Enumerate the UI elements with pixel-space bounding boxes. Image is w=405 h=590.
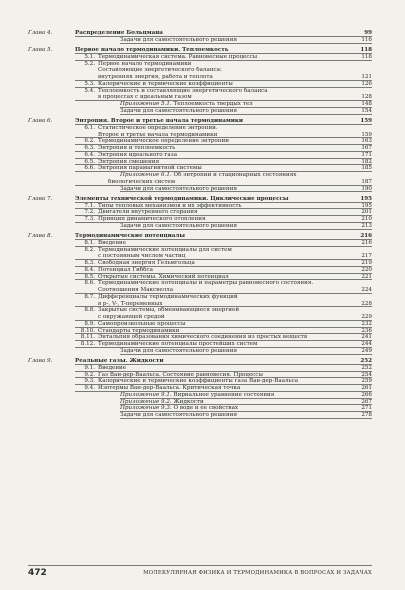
section-page: 229: [361, 314, 372, 320]
toc-entry: [28, 247, 372, 254]
section-title-text: Энтальпия образования химического соединения из простых веществ: [98, 334, 308, 341]
section-title: [120, 172, 350, 179]
chapter-page: 118: [360, 47, 372, 53]
section-page: 118: [361, 53, 372, 60]
section-number: 8.5.: [84, 273, 95, 280]
section-title-text: Статистическое определение энтропии.: [98, 124, 218, 131]
chapter-label: Глава 7.: [28, 195, 53, 202]
section-number: 8.8.: [84, 307, 95, 314]
section-title-text: Свободная энергия Гельмгольца: [98, 260, 195, 266]
section-number: 6.3.: [84, 145, 95, 151]
section-title-text: Самопроизвольные процессы: [98, 320, 186, 327]
entry-rule: [120, 418, 372, 419]
section-page: 213: [361, 222, 372, 229]
section-title: [98, 307, 350, 314]
toc-chapter: [28, 233, 372, 355]
toc-entry: [28, 152, 372, 159]
section-number: 9.2.: [84, 371, 95, 378]
section-title-text: Двигатели внутреннего сгорания: [98, 209, 198, 216]
section-title-text: Задачи для самостоятельного решения: [120, 222, 237, 229]
chapter-heading: [28, 358, 372, 365]
section-page: 163: [361, 138, 372, 145]
toc-chapter: [28, 47, 372, 115]
section-number: 6.1.: [84, 124, 95, 131]
section-title-text: Газ Ван-дер-Ваальса. Состояние равновесия. Процессы: [98, 371, 263, 378]
section-title-text: Стандарты термодинамики: [98, 327, 180, 334]
section-title: [98, 67, 350, 74]
section-number: 7.1.: [84, 202, 95, 209]
section-number: 8.1.: [84, 239, 95, 246]
chapter-heading: [28, 118, 372, 125]
section-number: 7.3.: [84, 216, 95, 222]
toc-chapter: [28, 118, 372, 192]
toc-entry: [28, 108, 372, 115]
chapter-label: Глава 5.: [28, 47, 53, 53]
section-page: 228: [361, 300, 372, 307]
toc-entry: [28, 165, 372, 172]
chapter-page: 159: [360, 118, 372, 124]
section-title-text: Принцип динамического отопления: [98, 216, 206, 222]
toc-entry: [28, 378, 372, 385]
section-number: 8.12.: [80, 341, 95, 347]
section-page: 219: [361, 260, 372, 266]
section-number: 9.1.: [84, 364, 95, 371]
chapter-title: Энтропия. Второе и третье начала термодинамики: [75, 118, 244, 124]
section-title-text: Соотношения Максвелла: [98, 287, 174, 293]
toc-entry: [28, 138, 372, 145]
section-page: 267: [361, 398, 372, 405]
section-number: 7.2.: [84, 209, 95, 216]
chapter-heading: [28, 47, 372, 54]
chapter-label: Глава 8.: [28, 233, 53, 239]
toc-entry: [28, 209, 372, 216]
toc-entry: [28, 314, 372, 321]
chapter-page: 195: [360, 195, 372, 202]
chapter-label: Глава 9.: [28, 358, 53, 364]
section-title-text: Энтропия идеального газа: [98, 151, 178, 158]
section-title-text: Термодинамические потенциалы и параметры равновесного состояния.: [98, 280, 314, 287]
section-page: 185: [361, 165, 372, 172]
section-title-text: Калорические и термические коэффициенты: [98, 80, 233, 87]
chapter-title: Термодинамические потенциалы: [75, 233, 185, 239]
section-page: 278: [361, 412, 372, 418]
section-page: 182: [361, 158, 372, 165]
section-title-text: Задачи для самостоятельного решения: [120, 107, 237, 114]
toc-entry: [28, 88, 372, 95]
section-number: 6.6.: [84, 165, 95, 172]
toc-entry: [28, 179, 372, 186]
section-title-text: в процессах с идеальным газом: [98, 94, 192, 101]
section-page: 154: [361, 107, 372, 114]
section-title-text: Составляющие энергетического баланса:: [98, 67, 222, 74]
section-number: 8.2.: [84, 246, 95, 253]
toc-entry: [28, 203, 372, 210]
section-page: 126: [361, 80, 372, 87]
section-title-text: Задачи для самостоятельного решения: [120, 185, 237, 192]
section-page: 241: [361, 334, 372, 341]
toc-entry: [28, 94, 372, 101]
section-title-text: биологических систем: [108, 178, 176, 185]
chapter-label: Глава 6.: [28, 118, 53, 124]
section-title-text: Задачи для самостоятельного решения: [120, 412, 237, 418]
section-page: 195: [361, 202, 372, 209]
section-title: [98, 280, 350, 287]
toc-entry: [28, 125, 372, 132]
section-page: 252: [361, 364, 372, 371]
toc-entry: [28, 328, 372, 335]
section-number: 6.5.: [84, 158, 95, 165]
chapter-title: Элементы технической термодинамики. Циклические процессы: [75, 195, 289, 202]
section-page: 148: [361, 101, 372, 107]
appendix-label: Приложение 9.1.: [120, 391, 172, 398]
running-title: МОЛЕКУЛЯРНАЯ ФИЗИКА И ТЕРМОДИНАМИКА В ВОПРОСАХ И ЗАДАЧАХ: [143, 570, 372, 576]
section-title-text: Термодинамические потенциалы для систем: [98, 246, 232, 253]
toc-entry: [28, 372, 372, 379]
toc-chapter: [28, 196, 372, 230]
appendix-label: Приложение 9.3.: [120, 405, 172, 412]
section-number: 9.4.: [84, 385, 95, 391]
toc-entry: [28, 365, 372, 372]
section-page: 266: [361, 391, 372, 398]
section-title-text: Теплоемкость и составляющие энергетического баланса: [98, 87, 268, 94]
section-title-text: Потенциал Гиббса: [98, 266, 154, 273]
toc-entry: [28, 267, 372, 274]
section-page: 271: [361, 405, 372, 412]
section-title: [98, 294, 350, 301]
chapter-page: 252: [360, 358, 372, 364]
section-title-text: Энтропия парамагнитной системы: [98, 165, 202, 172]
section-number: 6.4.: [84, 151, 95, 158]
toc-entry: [28, 334, 372, 341]
section-title-text: Второе и третье начала термодинамики: [98, 131, 218, 138]
section-title-text: Теплоемкость твердых тел: [173, 101, 253, 107]
toc-entry: [28, 253, 372, 260]
toc-entry: [28, 186, 372, 193]
toc-chapter: [28, 30, 372, 44]
toc-entry: [28, 240, 372, 247]
toc-entry: [28, 348, 372, 355]
section-number: 5.4.: [84, 87, 95, 94]
entry-rule: [120, 191, 372, 192]
section-title: [98, 247, 350, 254]
section-page: 128: [361, 94, 372, 101]
section-title-text: Задачи для самостоятельного решения: [120, 347, 237, 354]
section-title-text: Вириальное уравнение состояния: [173, 391, 275, 398]
section-page: 190: [361, 185, 372, 192]
section-number: 8.9.: [84, 320, 95, 327]
toc-entry: [28, 405, 372, 412]
section-title-text: с постоянным числом частиц: [98, 253, 186, 260]
section-title-text: Жидкости: [173, 398, 204, 405]
toc-entry: [28, 274, 372, 281]
appendix-label: Приложение 9.2.: [120, 398, 172, 405]
appendix-label: Приложение 6.1.: [120, 172, 172, 178]
toc-entry: [28, 61, 372, 68]
section-number: 5.2.: [84, 60, 95, 67]
section-title-text: Введение: [98, 364, 127, 371]
section-title-text: Дифференциалы термодинамических функций: [98, 293, 238, 300]
section-page: 259: [361, 378, 372, 385]
toc-entry: [28, 81, 372, 88]
section-title-text: Об энтропии и стационарных состояниях: [173, 172, 297, 178]
section-title: [98, 61, 350, 68]
section-page: 261: [361, 385, 372, 391]
chapter-heading: [28, 30, 372, 37]
section-page: 217: [361, 253, 372, 260]
entry-rule: [120, 114, 372, 115]
chapter-heading: [28, 196, 372, 203]
section-title-text: Открытые системы. Химический потенциал: [98, 273, 229, 280]
section-page: 159: [361, 131, 372, 138]
entry-rule: [120, 354, 372, 355]
chapter-label: Глава 4.: [28, 30, 53, 36]
toc-entry: [28, 216, 372, 223]
section-title-text: Задачи для самостоятельного решения: [120, 36, 237, 43]
section-number: 9.3.: [84, 378, 95, 385]
table-of-contents: [28, 30, 372, 422]
section-title: [98, 88, 350, 95]
page-number: 472: [28, 568, 47, 578]
toc-entry: [28, 294, 372, 301]
section-number: 5.1.: [84, 53, 95, 60]
section-title-text: Изотермы Ван-дер-Ваальса. Критическая точка: [98, 385, 241, 391]
toc-entry: [28, 260, 372, 267]
section-title-text: в p-, V-, T-переменных: [98, 300, 163, 307]
toc-entry: [28, 172, 372, 179]
section-page: 116: [361, 36, 372, 43]
section-title-text: внутренняя энергия, работа и теплота: [98, 74, 213, 80]
entry-rule: [120, 43, 372, 44]
chapter-page: 216: [360, 233, 372, 239]
section-page: 187: [361, 178, 372, 185]
toc-entry: [28, 223, 372, 230]
section-title-text: Калорические и термические коэффициенты газа Ван-дер-Ваальса: [98, 378, 299, 385]
section-page: 244: [361, 341, 372, 347]
toc-entry: [28, 54, 372, 61]
chapter-title: Распределение Больцмана: [75, 30, 163, 36]
section-number: 8.4.: [84, 266, 95, 273]
toc-entry: [28, 145, 372, 152]
section-page: 167: [361, 145, 372, 151]
section-title-text: Энтропия и теплоемкость: [98, 145, 176, 151]
section-page: 171: [361, 151, 372, 158]
section-title-text: Введение: [98, 239, 127, 246]
toc-entry: [28, 341, 372, 348]
section-number: 6.2.: [84, 138, 95, 145]
section-number: 8.10.: [80, 327, 95, 334]
section-title-text: Энтропия смешения: [98, 158, 160, 165]
chapter-heading: [28, 233, 372, 240]
chapter-title: Первое начало термодинамики. Теплоемкость: [75, 47, 229, 53]
page-footer: [28, 565, 372, 578]
section-page: 236: [361, 327, 372, 334]
section-page: 254: [361, 371, 372, 378]
section-page: 224: [361, 287, 372, 293]
toc-entry: [28, 385, 372, 392]
section-page: 201: [361, 209, 372, 216]
section-page: 216: [361, 239, 372, 246]
toc-entry: [28, 132, 372, 139]
toc-entry: [28, 67, 372, 74]
section-page: 121: [361, 74, 372, 80]
section-page: 249: [361, 347, 372, 354]
toc-entry: [28, 37, 372, 44]
section-title-text: О воде и ее свойствах: [173, 405, 239, 412]
section-number: 8.7.: [84, 293, 95, 300]
chapter-page: 99: [364, 30, 372, 36]
section-title-text: Типы тепловых механизмов и их эффективность: [98, 202, 242, 209]
section-page: 221: [361, 273, 372, 280]
toc-entry: [28, 307, 372, 314]
entry-rule: [120, 229, 372, 230]
section-title-text: Закрытые системы, обменивающиеся энергией: [98, 307, 240, 314]
chapter-title: Реальные газы. Жидкости: [75, 358, 164, 364]
toc-entry: [28, 392, 372, 399]
toc-entry: [28, 74, 372, 81]
toc-entry: [28, 301, 372, 308]
toc-entry: [28, 101, 372, 108]
toc-entry: [28, 321, 372, 328]
section-page: 220: [361, 266, 372, 273]
section-title-text: Термодинамические потенциалы простейших систем: [98, 341, 258, 347]
section-number: 8.11.: [80, 334, 95, 341]
section-title: [98, 125, 350, 132]
section-number: 8.6.: [84, 280, 95, 287]
toc-entry: [28, 287, 372, 294]
section-title-text: Термодинамическое определение энтропии: [98, 138, 229, 145]
toc-entry: [28, 399, 372, 406]
appendix-label: Приложение 5.1.: [120, 101, 172, 107]
section-number: 8.3.: [84, 260, 95, 266]
section-title-text: с окружающей средой: [98, 314, 165, 320]
section-page: 232: [361, 320, 372, 327]
section-number: 5.3.: [84, 80, 95, 87]
section-page: 210: [361, 216, 372, 222]
toc-entry: [28, 280, 372, 287]
toc-entry: [28, 412, 372, 419]
section-title-text: Термодинамическая система. Равновесные процессы: [98, 53, 258, 60]
toc-entry: [28, 159, 372, 166]
toc-chapter: [28, 358, 372, 419]
section-title-text: Первое начало термодинамики: [98, 60, 192, 67]
